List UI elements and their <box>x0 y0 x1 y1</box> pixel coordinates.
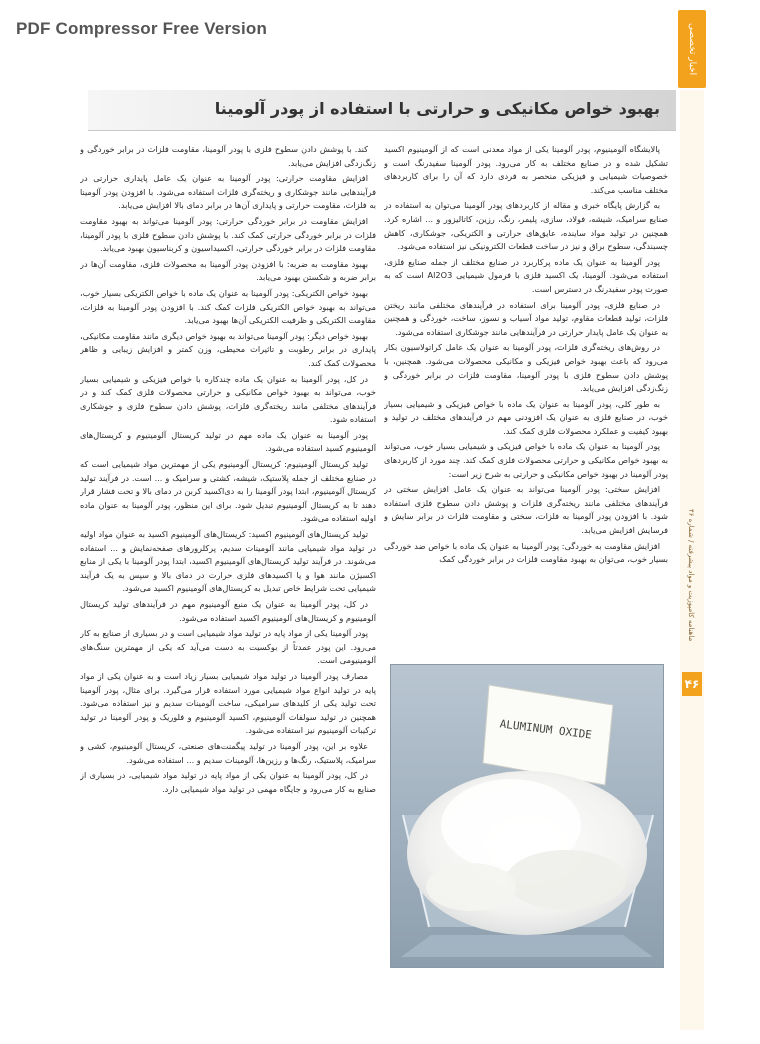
paragraph: افزایش مقاومت در برابر خوردگی حرارتی: پودر آلومینا می‌تواند به بهبود مقاومت فلزات در برابر خوردگی حرارتی کمک کند. با پوشش دادن سطوح فلزی با پودر آلومینا، مقاومت فلزات در برابر خوردگی حرارتی، اکسیداسیون و کربناسیون بهبود می‌یابد. <box>80 215 376 254</box>
alumina-powder-illustration <box>391 665 663 967</box>
paragraph: بهبود خواص دیگر: پودر آلومینا می‌تواند به بهبود خواص دیگری مانند مقاومت مکانیکی، پایداری در برابر رطوبت و تاثیرات محیطی، وزن کمتر و افزایش زیبایی و ظاهر محصولات کمک کند. <box>80 330 376 368</box>
paragraph: افزایش مقاومت به خوردگی: پودر آلومینا به عنوان یک ماده با خواص ضد خوردگی بسیار خوب، می‌توان به بهبود مقاومت فلزات در برابر خوردگی کمک <box>384 540 668 565</box>
paragraph: در کل، پودر آلومینا به عنوان یک ماده چندکاره با خواص فیزیکی و شیمیایی بسیار خوب، می‌تواند به بهبود خواص مکانیکی و حرارتی محصولات فلزی کمک کند و در فرآیندهای مختلفی مانند ریخته‌گری فلزات، پوشش دادن سطوح فلزی و جوشکاری استفاده شود. <box>80 373 376 425</box>
paragraph: در کل، پودر آلومینا به عنوان یکی از مواد پایه در تولید مواد شیمیایی، در بسیاری از صنایع به کار می‌رود و جایگاه مهمی در تولید مواد شیمیایی دارد. <box>80 770 376 794</box>
paragraph: بهبود خواص الکتریکی: پودر آلومینا به عنوان یک ماده با خواص الکتریکی بسیار خوب، می‌تواند به بهبود خواص الکتریکی فلزات کمک کند. با افزودن پودر آلومینا به فلزات، مقاومت الکتریکی و ظرفیت الکتریکی آن‌ها بهبود می‌یابد. <box>80 287 376 326</box>
article-column-left <box>80 143 376 1023</box>
paragraph: تولید کریستال آلومینیوم: کریستال آلومینیوم یکی از مهمترین مواد شیمیایی است که در صنایع مختلف از جمله پلاستیک، شیشه، کشتی و سرامیک و ... است. در فرآیند تولید کریستال آلومینیوم، ابتدا پودر آلومینا را به دی‌اکسید کربن در دمای بالا و تحت فشار قرار دهند تا به کریستال آلومینیوم تبدیل شود. برای این منظور، پودر آلومینا به عنوان ماده اولیه استفاده می‌شود. <box>80 459 376 524</box>
paragraph: کند. با پوشش دادن سطوح فلزی با پودر آلومینا، مقاومت فلزات در برابر خوردگی و زنگ‌زدگی افزایش می‌یابد. <box>80 144 376 168</box>
paragraph: به گزارش پایگاه خبری و مقاله از کاربردهای پودر آلومینا می‌توان به استفاده در صنایع سرامیک، شیشه، فولاد، سازی، پلیمر، رنگ، رزین، کاتالیزور و ... اشاره کرد. همچنین در تولید مواد ساینده، عایق‌های حرارتی و الکتریکی، جوشکاری، کاهش چسبندگی، سطوح براق و نیز در ساخت قطعات الکترونیکی نیز استفاده می‌شود. <box>384 200 668 252</box>
paragraph: پالایشگاه آلومینیوم، پودر آلومینا یکی از مواد معدنی است که از آلومینیوم اکسید تشکیل شده و در صنایع مختلف به کار می‌رود. پودر آلومینا سفیدرنگ است و خصوصیات شیمیایی و فیزیکی منحصر به فردی دارد که آن را برای کاربردهای مختلف مناسب می‌کند. <box>384 144 668 195</box>
paragraph: علاوه بر این، پودر آلومینا در تولید پیگمنت‌های صنعتی، کریستال آلومینیوم، کشی و سرامیک، پلاستیک، رنگ‌ها و رزین‌ها، آلومینات سدیم و ... استفاده می‌شود. <box>80 740 376 765</box>
paragraph: در روش‌های ریخته‌گری فلزات، پودر آلومینا به عنوان یک عامل کراتولاسیون بکار می‌رود که باعث بهبود خواص فیزیکی و مکانیکی محصولات می‌شود. همچنین، با پوشش دادن سطوح فلزی با پودر آلومینا، مقاومت فلزات در برابر خوردگی و زنگ‌زدگی افزایش می‌یابد. <box>384 342 668 394</box>
side-running-text: ماهنامه کامپوزیت و مواد پیشرفته / شماره ۴۶ <box>687 508 695 642</box>
paragraph: پودر آلومینا یکی از مواد پایه در تولید مواد شیمیایی است و در بسیاری از صنایع به کار می‌رود. این پودر عمدتاً از بوکسیت به دست می‌آید که یکی از مهمترین سنگ‌های آلومینیومی است. <box>80 628 376 666</box>
article-title: بهبود خواص مکانیکی و حرارتی با استفاده از پودر آلومینا <box>214 99 660 118</box>
title-bar <box>88 90 676 131</box>
paragraph: به طور کلی، پودر آلومینا به عنوان یک ماده با خواص فیزیکی و شیمیایی بسیار خوب، در صنایع فلزی به عنوان یک افزودنی مهم در فرآیندهای مختلف در تولید و بهبود کیفیت و عملکرد محصولات فلزی کمک کند. <box>384 398 668 436</box>
paragraph: پودر آلومینا به عنوان یک ماده مهم در تولید کریستال آلومینیوم و کریستال‌های آلومینیوم کسید استفاده می‌شود. <box>80 429 376 454</box>
alumina-powder-photo <box>390 664 664 968</box>
paragraph: بهبود مقاومت به ضربه: با افزودن پودر آلومینا به محصولات فلزی، مقاومت آن‌ها در برابر ضربه و شکستن بهبود می‌یابد. <box>80 258 376 283</box>
paragraph: افزایش مقاومت حرارتی: پودر آلومینا به عنوان یک عامل پایداری حرارتی در فرآیندهایی مانند جوشکاری و ریخته‌گری فلزات استفاده می‌شود. با افزودن پودر آلومینا به فلزات، مقاومت حرارتی و پایداری آن‌ها در برابر دمای بالا افزایش می‌یابد. <box>80 173 376 211</box>
paragraph: تولید کریستال‌های آلومینیوم اکسید: کریستال‌های آلومینیوم اکسید به عنوان مواد اولیه در تولید مواد شیمیایی مانند آلومینات سدیم، پرکلرورهای صفحه‌نمایش و ... استفاده می‌شوند. در فرآیند تولید کریستال‌های آلومینیوم اکسید، ابتدا پودر آلومینا با یکی از منابع اکسیژن مانند هوا و یا اکسیدهای فلزی حرارت در دمای بالا و سپس به یک فرآیند شیمیایی تحت شرایط خاص تبدیل به کریستال‌های آلومینیوم اکسید می‌شود. <box>80 529 376 594</box>
section-tab <box>678 10 706 88</box>
paragraph: افزایش سختی: پودر آلومینا می‌تواند به عنوان یک عامل افزایش سختی در فرآیندهای مختلفی مانند ریخته‌گری فلزات و پوشش دادن سطوح فلزی استفاده شود. با افزودن پودر آلومینا به فلزات، سختی و مقاومت فلزات در برابر سایش و فرسایش افزایش می‌یابد. <box>384 484 668 536</box>
paragraph: در صنایع فلزی، پودر آلومینا برای استفاده در فرآیندهای مختلفی مانند ریختن فلزات، تولید قطعات مقاوم، تولید مواد آسیاب و نسوز، ساخت، خوردگی و همچنین به عنوان یک عامل پایدار حرارتی در فرآیندهایی مانند جوشکاری استفاده می‌شود. <box>384 299 668 337</box>
paragraph: پودر آلومینا به عنوان یک ماده پرکاربرد در صنایع مختلف از جمله صنایع فلزی، استفاده می‌شود. آلومینا، یک اکسید فلزی با فرمول شیمیایی Al2O3 است که به صورت پودر سفیدرنگ در دسترس است. <box>384 256 668 294</box>
section-tab-label: اخبار تخصصی <box>687 22 697 76</box>
paragraph: پودر آلومینا به عنوان یک ماده با خواص فیزیکی و شیمیایی بسیار خوب، می‌تواند به بهبود خواص مکانیکی و حرارتی محصولات فلزی کمک کند. چند مورد از کاربردهای پودر آلومینا در بهبود خواص مکانیکی و حرارتی به شرح زیر است: <box>384 441 668 479</box>
photo-label-text: ALUMINUM OXIDE <box>498 717 593 742</box>
paragraph: مصارف پودر آلومینا در تولید مواد شیمیایی بسیار زیاد است و به عنوان یکی از مواد پایه در تولید انواع مواد شیمیایی مورد استفاده قرار می‌گیرد. برای مثال، پودر آلومینا تحت تولید یکی از کلیدهای سرامیکی، ساخت آلومینات سدیم و نیز استفاده می‌شود. همچنین در تولید سولفات آلومینیوم، اکسید آلومینیوم و فلوریک و پودر آلومینا در تولید ترکیبات آلومینیوم نیز استفاده می‌شود. <box>80 670 376 736</box>
page-number: ۴۶ <box>682 672 702 696</box>
pdf-compressor-watermark: PDF Compressor Free Version <box>16 19 268 38</box>
paragraph: در کل، پودر آلومینا به عنوان یک منبع آلومینیوم مهم در فرآیندهای تولید کریستال آلومینیوم و کریستال‌های آلومینیوم اکسید استفاده می‌شود. <box>80 599 376 623</box>
article-column-right <box>384 143 668 658</box>
